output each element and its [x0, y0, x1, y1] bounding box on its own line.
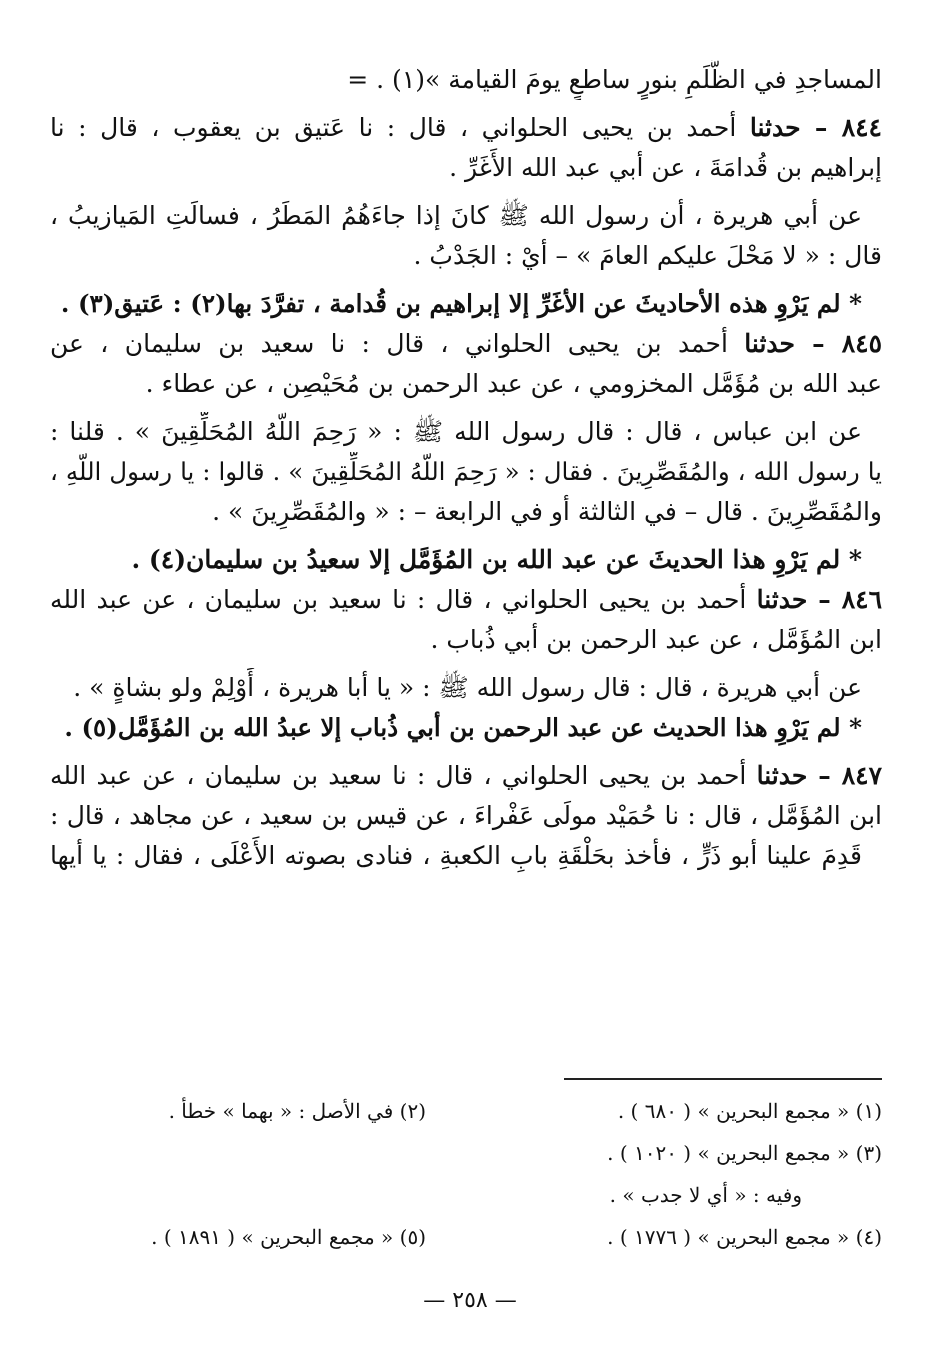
text-line: قال : « لا مَحْلَ عليكم العامَ » – أيْ : الجَدْبُ . [413, 241, 882, 270]
footnotes [50, 1090, 882, 1258]
text-line: إبراهيم بن قُدامَةَ ، عن أبي عبد الله الأَغَرِّ . [449, 153, 882, 182]
footnote-3-continuation: وفيه : « أي لا جدب » . [609, 1183, 802, 1207]
text-line: عن أبي هريرة ، قال : قال رسول الله ﷺ : « يا أبا هريرة ، أَوْلِمْ ولو بشاةٍ » . [73, 673, 862, 702]
footnote-4: (٤) « مجمع البحرين » ( ١٧٧٦ ) . [607, 1225, 882, 1249]
text-line: عبد الله بن مُؤَمَّل المخزومي ، عن عبد الرحمن بن مُحَيْصِن ، عن عطاء . [145, 369, 882, 398]
hadith-844-heading: ٨٤٤ – حدثنا أحمد بن يحيى الحلواني ، قال : نا عَتيق بن يعقوب ، قال : نا [50, 113, 882, 142]
hadith-845-heading: ٨٤٥ – حدثنا أحمد بن يحيى الحلواني ، قال : نا سعيد بن سليمان ، عن [50, 329, 882, 358]
hadith-number: ٨٤٧ – حدثنا [756, 761, 882, 790]
page-number: — ٢٥٨ — [423, 1288, 517, 1313]
text-line: والمُقَصِّرِينَ . قال – في الثالثة أو في الرابعة – : « والمُقَصِّرِينَ » . [212, 497, 882, 526]
text-line: ابن المُؤَمَّل ، عن عبد الرحمن بن أبي ذُباب . [430, 625, 882, 654]
commentary-line: * لم يَرْوِ هذا الحديثَ عن عبد الله بن المُؤَمَّل إلا سعيدُ بن سليمان(٤) . [131, 545, 862, 574]
text-line: ابن المُؤَمَّل ، قال : نا حُمَيْد مولَى عَفْراءَ ، عن قيس بن سعيد ، عن مجاهد ، قال : [50, 801, 882, 830]
footnote-3: (٣) « مجمع البحرين » ( ١٠٢٠ ) . [607, 1141, 882, 1165]
footnote-1: (١) « مجمع البحرين » ( ٦٨٠ ) . [617, 1099, 882, 1123]
hadith-846-heading: ٨٤٦ – حدثنا أحمد بن يحيى الحلواني ، قال : نا سعيد بن سليمان ، عن عبد الله [50, 585, 882, 614]
hadith-number: ٨٤٤ – حدثنا [749, 113, 882, 142]
text-line: المساجدِ في الظُّلَمِ بنورٍ ساطعٍ يومَ القيامة »(١) . = [347, 65, 882, 94]
commentary-line: * لم يَرْوِ هذا الحديث عن عبد الرحمن بن أبي ذُباب إلا عبدُ الله بن المُؤَمَّل(٥) . [64, 713, 862, 742]
hadith-number: ٨٤٦ – حدثنا [756, 585, 882, 614]
footnote-5: (٥) « مجمع البحرين » ( ١٨٩١ ) . [151, 1225, 426, 1249]
text-line: عن ابن عباس ، قال : قال رسول الله ﷺ : « رَحِمَ اللّهُ المُحَلِّقِينَ » . قلنا : [50, 417, 862, 446]
footnote-2: (٢) في الأصل : « بهما » خطأ . [168, 1099, 426, 1123]
hadith-number: ٨٤٥ – حدثنا [744, 329, 882, 358]
text-line: يا رسول الله ، والمُقَصِّرِينَ . فقال : « رَحِمَ اللّهُ المُحَلِّقِينَ » . قالوا : يا رسول اللّهِ ، [50, 457, 882, 486]
hadith-847-heading: ٨٤٧ – حدثنا أحمد بن يحيى الحلواني ، قال : نا سعيد بن سليمان ، عن عبد الله [50, 761, 882, 790]
footnote-separator [564, 1078, 882, 1080]
commentary-line: * لم يَرْوِ هذه الأحاديثَ عن الأغَرِّ إلا إبراهيم بن قُدامة ، تفرَّدَ بها(٢) : عَتيق(٣) . [60, 289, 862, 318]
text-line: عن أبي هريرة ، أن رسول الله ﷺ كانَ إذا جاءَهُمُ المَطَرُ ، فسالَتِ المَيازيبُ ، [50, 201, 862, 230]
text-line: قَدِمَ علينا أبو ذَرٍّ ، فأخذ بحَلْقَةِ بابِ الكعبةِ ، فنادى بصوته الأَعْلَى ، فقال : يا أيها [50, 841, 862, 870]
